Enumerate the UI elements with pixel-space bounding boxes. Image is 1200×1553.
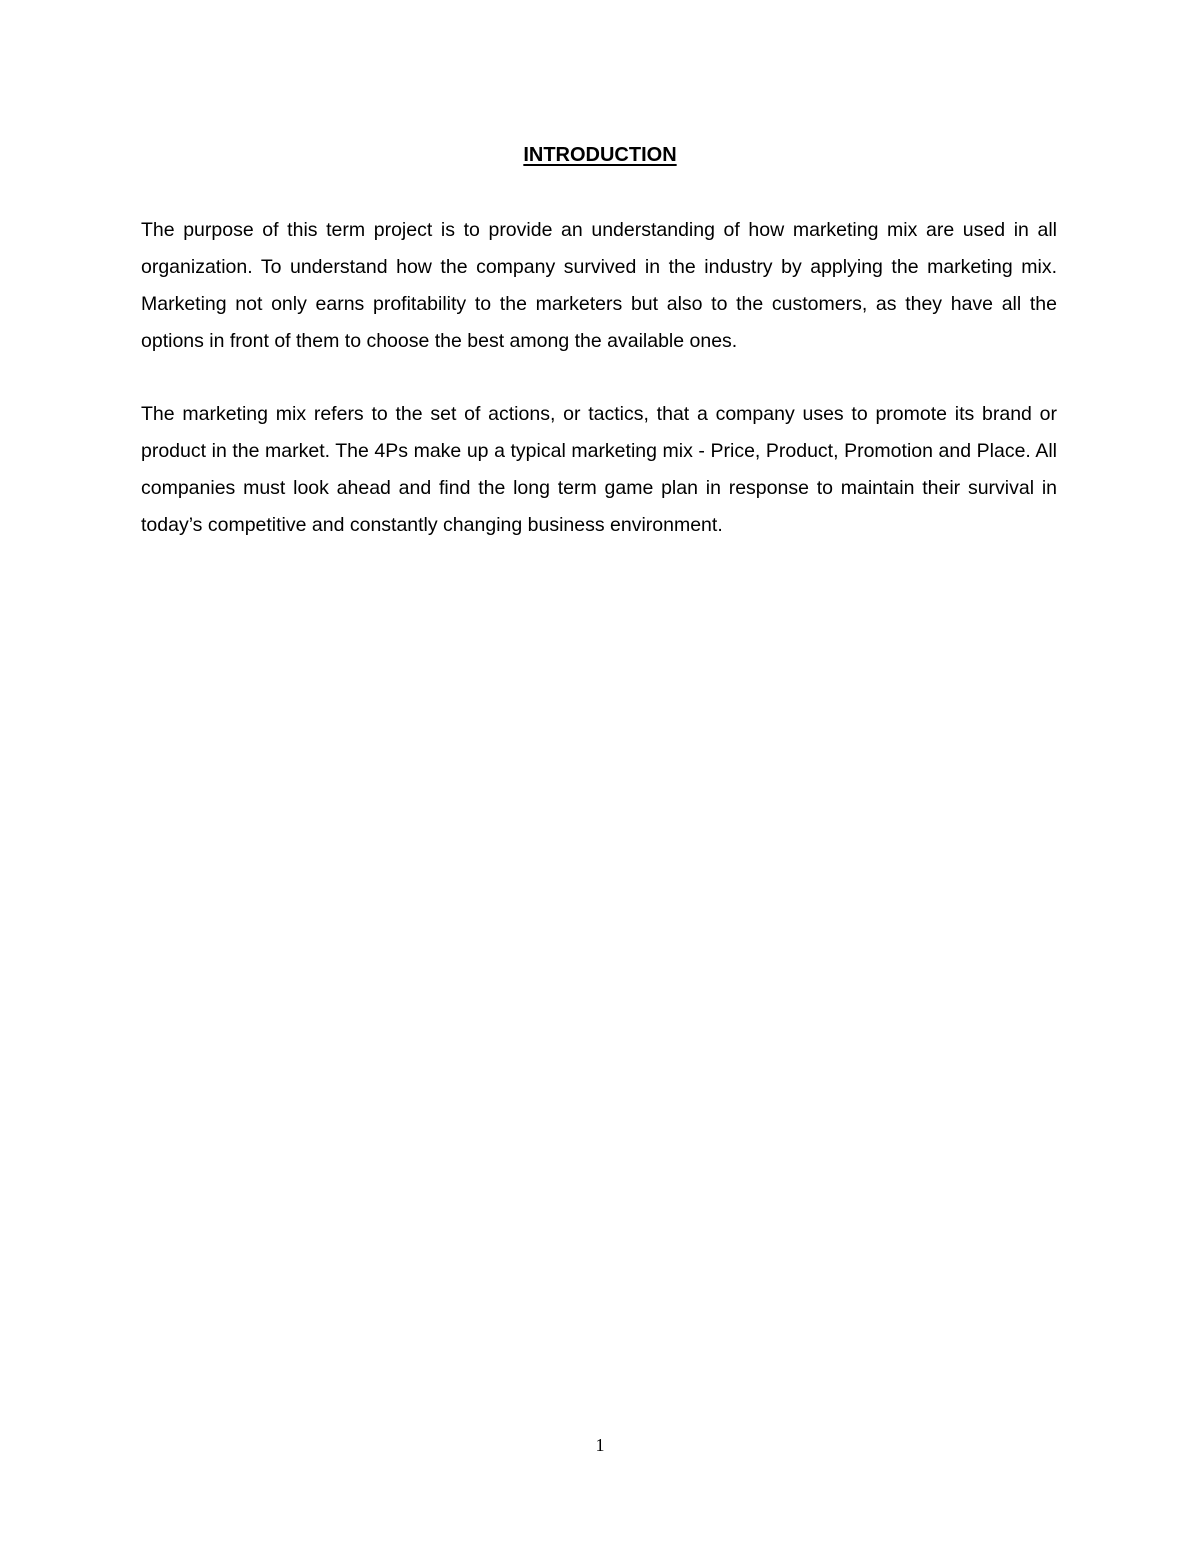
section-heading: INTRODUCTION <box>523 144 677 166</box>
paragraph-marketing-mix: The marketing mix refers to the set of actions, or tactics, that a company uses to promote its brand or product in the market. The 4Ps make up a typical marketing mix - Price, Product, Promotion and Place. All companies must look ahead and find the long term game plan in response to maintain their survival in today’s competitive and constantly changing business environment. <box>141 403 1057 536</box>
paragraph-purpose: The purpose of this term project is to provide an understanding of how marketing mix are used in all organization. To understand how the company survived in the industry by applying the marketing mix. Marketing not only earns profitability to the marketers but also to the customers, as they have all the options in front of them to choose the best among the available ones. <box>141 219 1057 352</box>
page-number: 1 <box>595 1435 605 1455</box>
